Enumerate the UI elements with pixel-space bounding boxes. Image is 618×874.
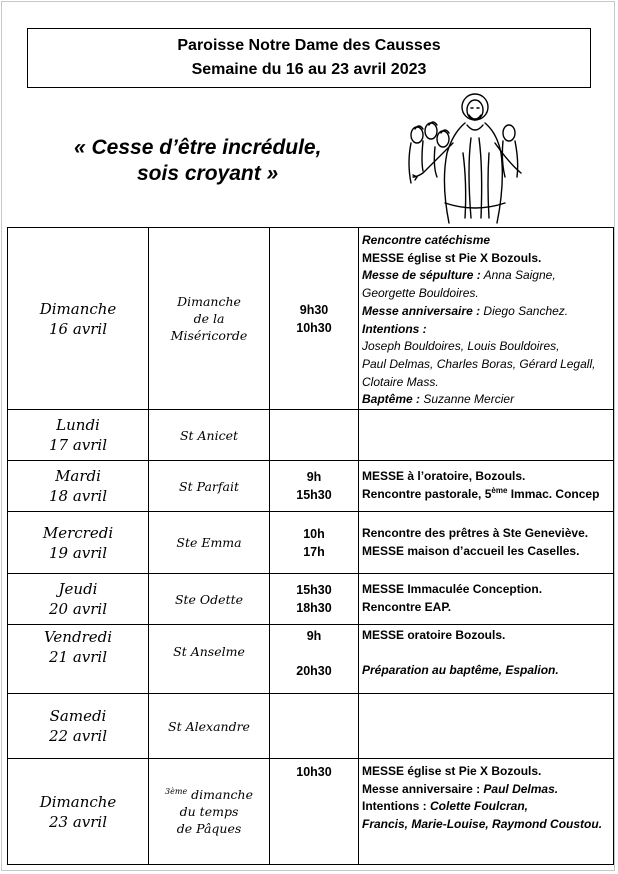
activity-label: Baptême :: [362, 392, 421, 407]
activity-text: Paul Delmas.: [480, 781, 559, 796]
saint-cell: St Anselme: [149, 625, 270, 694]
time-cell: [270, 228, 359, 410]
activity-line: Georgette Bouldoires.: [362, 286, 479, 301]
day-cell: [8, 625, 149, 694]
activity-line: MESSE Immaculée Conception.: [362, 582, 543, 597]
time-value: 9h: [306, 629, 322, 644]
time-cell: [270, 410, 359, 461]
activity-line: MESSE maison d’accueil les Caselles.: [362, 543, 580, 558]
time-value: 9h30: [299, 302, 329, 317]
activity-line: Rencontre EAP.: [362, 600, 452, 615]
activity-line: Paul Delmas, Charles Boras, Gérard Legall,: [362, 356, 596, 371]
day-name: Mardi: [55, 467, 101, 486]
day-date: 23 avril: [48, 812, 108, 831]
activity-text: Diego Sanchez.: [480, 303, 569, 318]
activity-line: Francis, Marie-Louise, Raymond Coustou.: [362, 817, 603, 832]
activity-cell: [359, 574, 614, 625]
activity-line: Intentions :: [362, 321, 427, 336]
day-date: 21 avril: [48, 648, 108, 667]
day-date: 16 avril: [48, 319, 108, 338]
activity-line: MESSE oratoire Bozouls.: [362, 628, 506, 643]
time-value: 15h30: [296, 583, 332, 598]
schedule-row: [8, 410, 614, 461]
activity-cell: [359, 512, 614, 574]
time-value: 20h30: [296, 664, 332, 679]
activity-text: Rencontre pastorale, 5: [362, 487, 492, 502]
schedule-row: [8, 625, 614, 694]
schedule-row: [8, 759, 614, 865]
day-cell: [8, 410, 149, 461]
time-value: 9h: [306, 470, 322, 485]
activity-text: Immac. Concep: [507, 487, 600, 502]
activity-line: Préparation au baptême, Espalion.: [362, 662, 559, 677]
ordinal-suffix: ème: [491, 486, 508, 496]
time-value: 15h30: [296, 488, 332, 503]
activity-text: Colette Foulcran,: [426, 799, 529, 814]
day-cell: [8, 228, 149, 410]
time-value: 10h: [303, 526, 325, 541]
saint-cell: Ste Odette: [149, 574, 270, 625]
saint-cell: Ste Emma: [149, 512, 270, 574]
parish-title: Paroisse Notre Dame des Causses: [177, 37, 441, 54]
day-name: Dimanche: [39, 792, 117, 811]
saint-line: Dimanche: [177, 294, 241, 310]
activity-text: Anna Saigne,: [480, 268, 556, 283]
day-name: Jeudi: [58, 580, 98, 599]
saint-cell: [149, 759, 270, 865]
saint-cell: St Alexandre: [149, 694, 270, 759]
ordinal-prefix: 3ème: [165, 786, 188, 796]
activity-text: Suzanne Mercier: [420, 392, 515, 407]
saint-line: du temps: [179, 804, 239, 820]
day-name: Dimanche: [39, 299, 117, 318]
activity-cell: [359, 694, 614, 759]
time-value: 10h30: [296, 320, 332, 335]
schedule-row: [8, 574, 614, 625]
quote-line-1: « Cesse d’être incrédule,: [74, 136, 322, 159]
day-cell: [8, 461, 149, 512]
activity-cell: [359, 625, 614, 694]
day-cell: [8, 759, 149, 865]
day-cell: [8, 694, 149, 759]
activity-cell: [359, 410, 614, 461]
saint-line: de Pâques: [176, 821, 242, 837]
activity-line: Clotaire Mass.: [362, 374, 439, 389]
saint-cell: St Parfait: [149, 461, 270, 512]
day-name: Mercredi: [42, 523, 114, 542]
time-value: 18h30: [296, 601, 332, 616]
time-value: 10h30: [296, 765, 332, 780]
activity-label: Messe anniversaire :: [362, 781, 481, 796]
activity-cell: [359, 759, 614, 865]
time-cell: [270, 694, 359, 759]
day-date: 22 avril: [48, 727, 108, 746]
day-name: Vendredi: [43, 628, 113, 647]
activity-cell: [359, 461, 614, 512]
week-title: Semaine du 16 au 23 avril 2023: [191, 61, 427, 78]
saint-line: dimanche: [187, 787, 253, 803]
schedule-row: [8, 512, 614, 574]
schedule-row: [8, 228, 614, 410]
header-box: [27, 28, 591, 88]
activity-line: MESSE à l’oratoire, Bozouls.: [362, 469, 526, 484]
day-cell: [8, 512, 149, 574]
saint-line: de la: [193, 311, 225, 327]
schedule-table: [7, 227, 614, 865]
scripture-quote: [74, 135, 321, 187]
activity-line: Rencontre catéchisme: [362, 233, 491, 247]
day-date: 17 avril: [48, 436, 108, 455]
activity-label: Messe de sépulture :: [362, 268, 481, 283]
day-date: 19 avril: [48, 543, 108, 562]
day-name: Samedi: [49, 707, 107, 726]
time-cell: [270, 759, 359, 865]
time-cell: [270, 625, 359, 694]
activity-line: MESSE église st Pie X Bozouls.: [362, 250, 542, 265]
risen-christ-illustration: [405, 93, 525, 225]
time-value: 17h: [303, 544, 325, 559]
time-cell: [270, 512, 359, 574]
quote-line-2: sois croyant »: [137, 162, 279, 185]
schedule-row: [8, 461, 614, 512]
activity-label: Messe anniversaire :: [362, 303, 481, 318]
day-name: Lundi: [56, 416, 100, 435]
activity-line: Rencontre des prêtres à Ste Geneviève.: [362, 525, 589, 540]
saint-cell: [149, 228, 270, 410]
activity-line: Joseph Bouldoires, Louis Bouldoires,: [362, 339, 560, 354]
activity-cell: [359, 228, 614, 410]
time-cell: [270, 461, 359, 512]
day-date: 18 avril: [48, 487, 108, 506]
saint-cell: St Anicet: [149, 410, 270, 461]
day-cell: [8, 574, 149, 625]
day-date: 20 avril: [48, 600, 108, 619]
schedule-row: [8, 694, 614, 759]
activity-line: MESSE église st Pie X Bozouls.: [362, 764, 542, 779]
activity-label: Intentions :: [362, 799, 427, 814]
saint-line: Miséricorde: [170, 328, 248, 344]
time-cell: [270, 574, 359, 625]
